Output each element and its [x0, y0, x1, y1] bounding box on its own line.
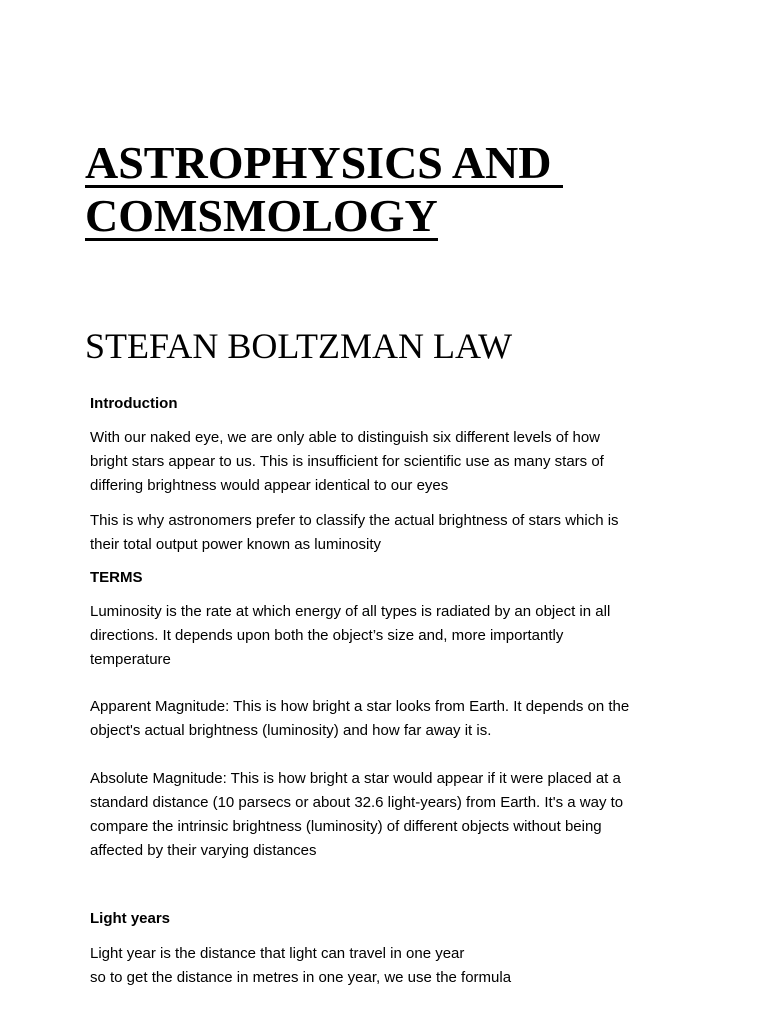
text-line: their total output power known as luminosity — [90, 536, 381, 553]
terms-heading: TERMS — [90, 569, 143, 586]
document-title — [85, 136, 705, 242]
text-line: This is why astronomers prefer to classify the actual brightness of stars which is — [90, 512, 619, 529]
introduction-paragraph-1 — [90, 426, 690, 498]
introduction-paragraph-2 — [90, 509, 690, 557]
text-line: differing brightness would appear identical to our eyes — [90, 477, 449, 494]
luminosity-paragraph — [90, 600, 690, 672]
text-line: With our naked eye, we are only able to distinguish six different levels of how — [90, 429, 600, 446]
text-line: bright stars appear to us. This is insufficient for scientific use as many stars of — [90, 453, 604, 470]
section-title: STEFAN BOLTZMAN LAW — [85, 326, 513, 366]
text-line: Absolute Magnitude: This is how bright a star would appear if it were placed at a — [90, 770, 621, 787]
text-line: object's actual brightness (luminosity) and how far away it is. — [90, 722, 492, 739]
text-line: affected by their varying distances — [90, 842, 317, 859]
absolute-magnitude-paragraph — [90, 767, 690, 863]
text-line: so to get the distance in metres in one year, we use the formula — [90, 969, 512, 986]
text-line: Light year is the distance that light can travel in one year — [90, 945, 465, 962]
title-line-2: COMSMOLOGY — [85, 190, 438, 241]
light-years-paragraph — [90, 942, 690, 990]
text-line: Luminosity is the rate at which energy of all types is radiated by an object in all — [90, 603, 611, 620]
introduction-heading: Introduction — [90, 395, 178, 412]
text-line: directions. It depends upon both the object’s size and, more importantly — [90, 627, 564, 644]
text-line: Apparent Magnitude: This is how bright a star looks from Earth. It depends on the — [90, 698, 630, 715]
apparent-magnitude-paragraph — [90, 695, 690, 743]
text-line: standard distance (10 parsecs or about 32.6 light-years) from Earth. It's a way to — [90, 794, 624, 811]
text-line: temperature — [90, 651, 171, 668]
title-line-1: ASTROPHYSICS AND — [85, 137, 563, 188]
light-years-heading: Light years — [90, 910, 171, 927]
text-line: compare the intrinsic brightness (luminosity) of different objects without being — [90, 818, 602, 835]
